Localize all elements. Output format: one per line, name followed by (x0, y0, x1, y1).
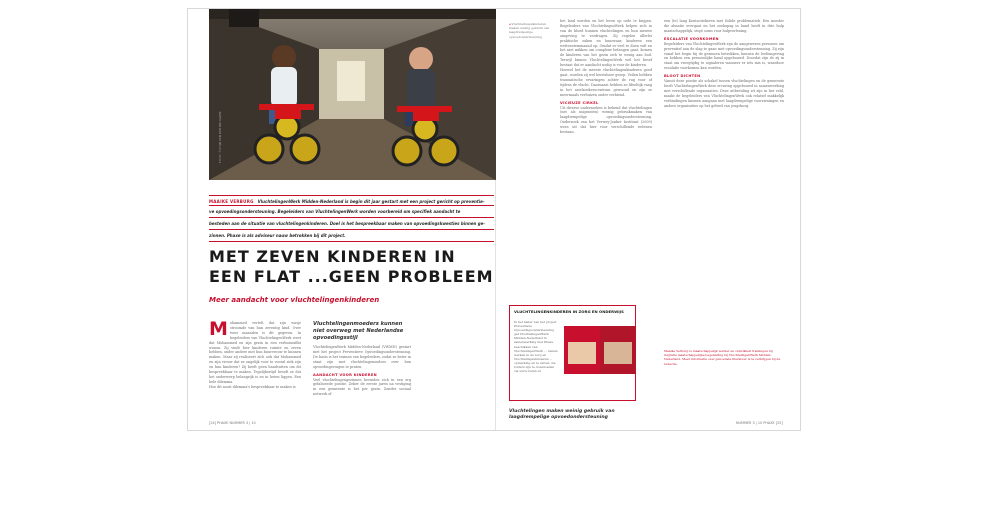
magazine-spread (187, 8, 801, 431)
article-headline (209, 247, 494, 287)
author-name: MAAIKE VERBURG (209, 199, 254, 204)
section-heading: VICIEUZE CIRKEL (560, 100, 599, 105)
right-column-2 (664, 19, 784, 109)
intro-line-4: zinnen. Phaxe is als adviseur nauw betrokken bij dit project. (209, 229, 494, 242)
intro-line-1: VluchtelingenWerk Midden-Nederland is begin dit jaar gestart met een project gericht op preventie- (257, 199, 485, 204)
intro-block (209, 195, 494, 242)
left-column-1 (209, 318, 301, 390)
body-text: Uit diverse onderzoeken is bekend dat vluchtelingen (net als migranten) weinig gebruikmaken van laagdrempelige opvoedingsondersteuning. Onderzoek van het Verwey-Jonker Instituut (2009) wees uit dat hier voor verschillende redenen bestaan. (560, 105, 652, 135)
headline-line-2: EEN FLAT ...GEEN PROBLEEM (209, 267, 494, 286)
box-pull-quote: Vluchtelingen maken weinig gebruik van laagdrempelige opvoedondersteuning (509, 409, 615, 420)
body-text: het land worden en het leven op orde te krijgen. Begeleiders van VluchtelingenWerk helpen zich in van de bloed hunnen vluchtelingen en hun nieuwe omgeving te verdragen. Zij regelen allerlei praktische zaken en huurwaar, kinderen een wettenstemmaand op. Omdat er veel te doen valt en het niet mikken om complexe belangen gaat, komen de kinderen van het gezin zich te wenig aan bod. Terwijl binnen VluchtelingenWerk wel het besef bestaat dat er aandacht nodig is voor de kinderen. Hoewel het de meeste vluchtelingenkinderen goed gaat, worden zij wel kwetsbare groep. Veilen hebben traumatische ervaringen achter de rug voor of tijdens de vlucht. Daarnaast hebben ze lifeeltijk vaag in het asielzoekerscentrum gewoond en zijn ze meermaals verhuizen onder verbiend. (560, 19, 652, 97)
folder-cover-2 (600, 326, 636, 374)
body-text: ohammed vertelt dat zijn wasje stroomde van hun zeventig kind. Over twee maanden is dit gegeven. In begeleiders van VluchtelingenWerk weet dat Mohammed en zijn gezin in een verhuisraffat wonen. Zij vindt hier kinderen ruimte en zeven hebben, onder andere met hun buurvrouw te kunnen maken. Maar zij realiseert zich ook dat Mohammed en zijn vrouw dat ze ongelijk voor te vooral ziek zijn en hun kinderen? Zij heeft geen handvatten om dit bespreekbaar te maken. Tegelijkertijd beseft ze dat het onderwerp belangrijk is en in heten liggen. Een hele dilemma. Hoe dit nooit dilemma's bespreekbaar te maken is (209, 321, 301, 389)
box-title: VLUCHTELINGENKINDEREN IN ZORG EN ONDERWIJS (514, 309, 624, 314)
body-text: een (te) lang Kontactiekeren met Solide problematiek. Een moeder die almatie overgaat en het zoekopag in hand heeft in drie hulp maatschappelijk, stopt soms voor hulpverlening. (664, 19, 784, 33)
side-note: ◂ Vluchtelingenkinderen maken weinig gebruik van laagdrempelige opvoedondersteuning (509, 22, 550, 39)
body-text: Begeleiders van VluchtelingenWerk zijn de aangewezen personen om preventief aan de slag te gaan met opvoedingsondersteuning. Zij zijn vanaf het begin bij de gezinnen betrokken, kennen de leefomgeving en hebben een persoonlijke band opgebouwd. Doordat zijn de zij in staat om vroegtijdig te signaleren wanneer er iets mis is, waardoor escalatie voorkomen kan worden. (664, 41, 784, 71)
body-text: Vanuit deze positie als schakel tussen vluchtelingen en de gemeente heeft VluchtelingenWerk deze ervaring opgebouwd in samenwerking met verschillende organisaties. Deze uitbreiding zit zijn in het veld, maakt de begeleiders van VluchtelingenWerk ook relatief makkelijk verbindingen kunnen aangaan met laagdrempelige voorzieningen en andere organisaties op het gebied van jeugdzorg. (664, 79, 784, 108)
pull-quote: Vluchtelingenmoeders kunnen niet overweg met Nederlandse opvoedingsstijl (313, 321, 404, 341)
children-tricycle-photo (209, 9, 496, 180)
photo-credit: FOTO: ©STIJN VAN DER BRUGGEN (218, 111, 222, 163)
page-folio-right: NUMMER 3 | 10 PHAXE [25] (736, 421, 783, 425)
left-column-2 (313, 321, 411, 397)
box-text: In het kader van het project Preventieve Opvoedingsondersteuning gaf VluchtelingenWerk Midden-Nederland in samenwerking met Phaxe beschikken van VluchtelingenWerk ... ramen werken in de zorg en Vluchtelingenkinderen ... opmerking en te zetten. De folders zijn te downloaden via www.vwmn.nl (514, 320, 558, 374)
body-text: VluchtelingenWerk Midden-Nederland (VWMN) gestart met het project Preventieve Opvoedingsondersteuning. De basis is het trainen van begeleiders, zodat ze beter in staat zijn met vluchtelingenouders over hun opvoedingsvragen te praten. (313, 345, 411, 369)
intro-line-2: ve opvoedingsondersteuning. Begeleiders van VluchtelingenWerk worden voorbereid om specifiek aandacht te (209, 205, 494, 217)
info-box (509, 305, 636, 401)
headline-line-1: MET ZEVEN KINDEREN IN (209, 247, 456, 266)
drop-cap: M (209, 318, 228, 340)
intro-top-rule (209, 195, 494, 196)
body-text: Veel vluchtelingengezinnen bevinden zich in een erg gefaboeede positie. Zeker de eerste jaren na vestiging in een gemeente is het per gezin. Zonder sociaal netwerk of (313, 377, 411, 397)
intro-line-3: besteden aan de situatie van vluchtelingenkinderen. Doel is het bespreekbaar maken van opvoedingskwesties binnen ge- (209, 217, 494, 229)
side-note-text: Vluchtelingenkinderen maken weinig gebruik van laagdrempelige opvoedondersteuning (509, 22, 550, 39)
author-note: Maaike Verburg is maatschappelijk werker en ontwikkelt trainingen bij migratie maatschappelijke begeleiding bij VluchtelingenWerk Midden-Nederland. Meer informatie over genoemde literatuur is te verkrijgen bij de redactie. (664, 349, 781, 366)
folder-cover-1 (564, 326, 600, 374)
section-heading: ESCALATIE VOORKOMEN (664, 36, 719, 41)
section-heading: BLOOT DICHTEN (664, 74, 701, 79)
page-folio-left: [24] PHAXE NUMMER 3 | 10 (209, 421, 256, 425)
photo-illustration (209, 9, 496, 180)
section-heading: AANDACHT VOOR KINDEREN (313, 372, 377, 377)
article-subheading: Meer aandacht voor vluchtelingenkinderen (209, 296, 380, 304)
right-column-1 (560, 19, 652, 135)
